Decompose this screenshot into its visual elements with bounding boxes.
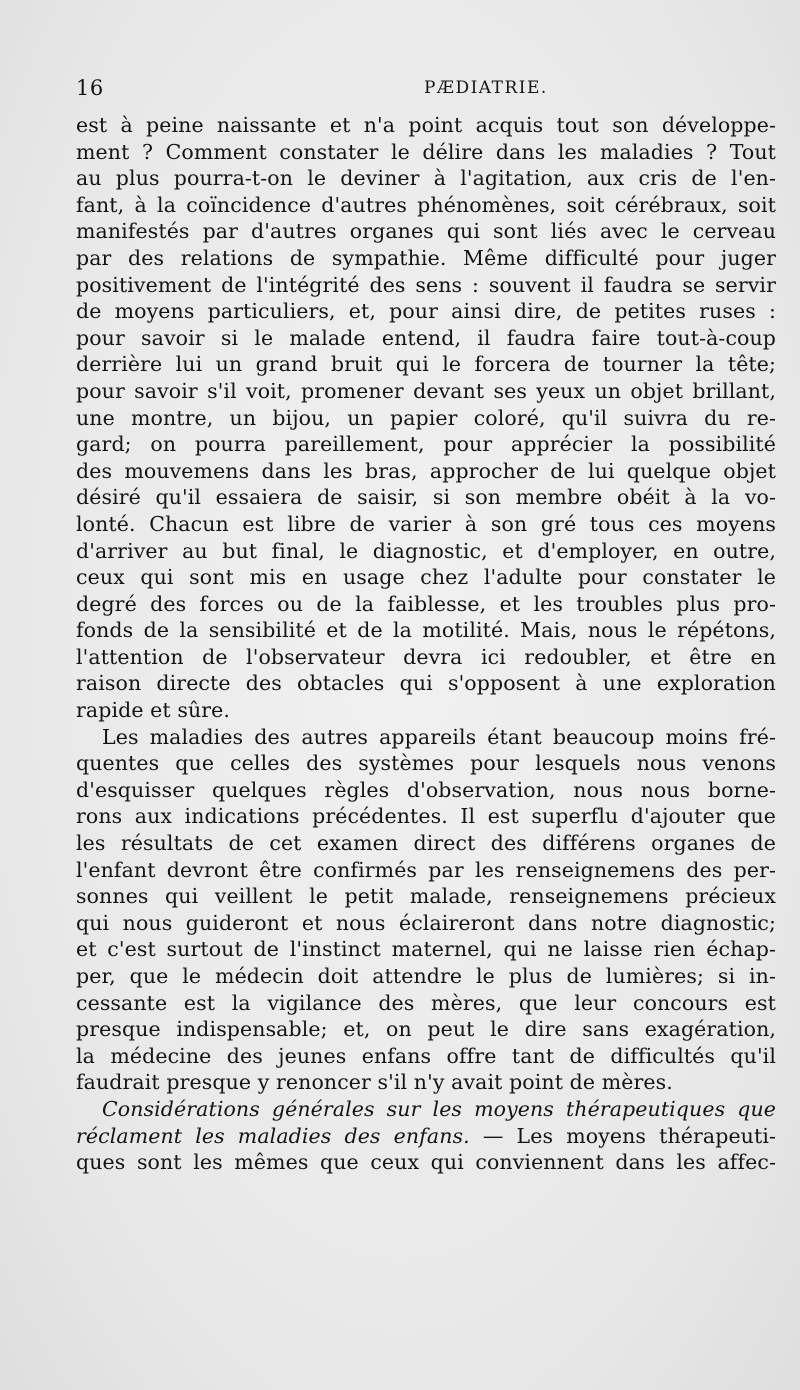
text-line: l'enfant devront être confirmés par les renseignemens des per- <box>76 857 776 882</box>
text-line: les résultats de cet examen direct des différens organes de <box>76 831 776 856</box>
text-line: faudrait presque y renoncer s'il n'y avait point de mères. <box>76 1070 673 1095</box>
paragraph-considerations <box>76 1096 776 1176</box>
text-line: fonds de la sensibilité et de la motilité. Mais, nous le répétons, <box>76 618 776 643</box>
text-line: Les maladies des autres appareils étant beaucoup moins fré- <box>102 724 776 749</box>
text-line: sonnes qui veillent le petit malade, renseignemens précieux <box>76 884 776 909</box>
text-line: est à peine naissante et n'a point acquis tout son développe- <box>76 113 776 137</box>
text-line: d'arriver au but final, le diagnostic, et d'employer, en outre, <box>76 538 776 563</box>
text-line: positivement de l'intégrité des sens : souvent il faudra se servir <box>76 272 776 297</box>
text-line: par des relations de sympathie. Même difficulté pour juger <box>76 245 776 270</box>
text-line: raison directe des obtacles qui s'opposent à une exploration <box>76 671 776 696</box>
text-line: la médecine des jeunes enfans offre tant de difficultés qu'il <box>76 1043 776 1068</box>
text-line: ques sont les mêmes que ceux qui conviennent dans les affec- <box>76 1150 776 1175</box>
text-line: per, que le médecin doit attendre le plus de lumières; si in- <box>76 964 776 988</box>
text-line: au plus pourra-t-on le deviner à l'agitation, aux cris de l'en- <box>76 166 776 191</box>
section-heading-italic: réclament les maladies des enfans. <box>76 1123 470 1148</box>
text-line: l'attention de l'observateur devra ici redoubler, et être en <box>76 644 776 669</box>
text-line: ceux qui sont mis en usage chez l'adulte pour constater le <box>76 565 776 590</box>
text-line: rapide et sûre. <box>76 698 231 723</box>
body-text <box>76 112 776 1176</box>
page-header <box>76 76 776 102</box>
text-line: pour savoir si le malade entend, il faudra faire tout-à-coup <box>76 325 776 350</box>
text-line: lonté. Chacun est libre de varier à son gré tous ces moyens <box>76 511 776 536</box>
text-line: pour savoir s'il voit, promener devant ses yeux un objet brillant, <box>76 378 776 403</box>
text-line <box>76 1123 776 1150</box>
text-line: manifestés par d'autres organes qui sont liés avec le cerveau <box>76 219 776 244</box>
section-heading-line <box>76 1096 776 1123</box>
text-line: rons aux indications précédentes. Il est superflu d'ajouter que <box>76 804 776 829</box>
text-line: degré des forces ou de la faiblesse, et les troubles plus pro- <box>76 591 776 616</box>
paragraph-maladies <box>76 724 776 1096</box>
page-number: 16 <box>76 76 104 100</box>
paragraph-delire <box>76 112 776 724</box>
text-line: et c'est surtout de l'instinct maternel, qui ne laisse rien échap- <box>76 937 776 962</box>
text-line: d'esquisser quelques règles d'observation, nous nous borne- <box>76 777 776 802</box>
text-line: cessante est la vigilance des mères, que leur concours est <box>76 990 776 1015</box>
text-line: presque indispensable; et, on peut le dire sans exagération, <box>76 1017 776 1042</box>
text-line: ment ? Comment constater le délire dans les maladies ? Tout <box>76 139 776 164</box>
running-title: PÆDIATRIE. <box>424 78 548 98</box>
text-line: gard; on pourra pareillement, pour apprécier la possibilité <box>76 432 776 457</box>
text-line: derrière lui un grand bruit qui le forcera de tourner la tête; <box>76 352 776 377</box>
text-line: désiré qu'il essaiera de saisir, si son membre obéit à la vo- <box>76 485 776 510</box>
section-text: — Les moyens thérapeuti- <box>469 1123 776 1148</box>
text-line: une montre, un bijou, un papier coloré, qu'il suivra du re- <box>76 405 776 430</box>
text-line: des mouvemens dans les bras, approcher de lui quelque objet <box>76 458 776 483</box>
text-line: quentes que celles des systèmes pour lesquels nous venons <box>76 751 776 776</box>
text-line: de moyens particuliers, et, pour ainsi dire, de petites ruses : <box>76 299 776 324</box>
text-line: qui nous guideront et nous éclaireront dans notre diagnostic; <box>76 910 776 935</box>
text-line: fant, à la coïncidence d'autres phénomènes, soit cérébraux, soit <box>76 192 776 217</box>
section-heading-italic: Considérations générales sur les moyens thérapeutiques que <box>102 1096 776 1121</box>
